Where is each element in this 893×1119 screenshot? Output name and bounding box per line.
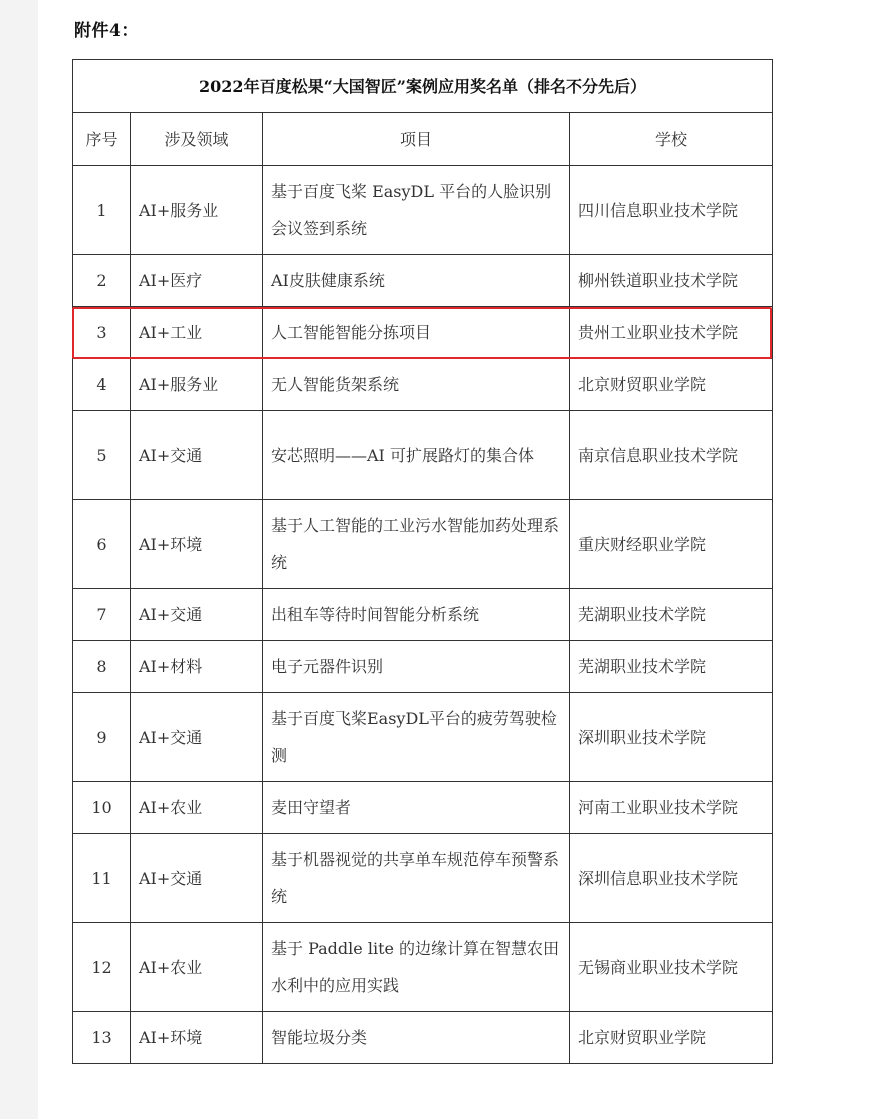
cell-project: 麦田守望者	[263, 782, 570, 834]
cell-project: 智能垃圾分类	[263, 1012, 570, 1064]
cell-project: 基于人工智能的工业污水智能加药处理系统	[263, 500, 570, 589]
cell-school: 芜湖职业技术学院	[570, 589, 773, 641]
award-table	[72, 59, 773, 1064]
cell-no: 12	[73, 923, 131, 1012]
cell-project: 电子元器件识别	[263, 641, 570, 693]
table-title-row	[73, 60, 773, 113]
table-title: 2022年百度松果“大国智匠”案例应用奖名单（排名不分先后）	[73, 60, 773, 113]
cell-field: AI+医疗	[131, 255, 263, 307]
cell-school: 无锡商业职业技术学院	[570, 923, 773, 1012]
cell-no: 2	[73, 255, 131, 307]
cell-no: 11	[73, 834, 131, 923]
cell-field: AI+工业	[131, 307, 263, 359]
table-row	[73, 1012, 773, 1064]
table-row	[73, 641, 773, 693]
cell-school: 北京财贸职业学院	[570, 359, 773, 411]
cell-field: AI+农业	[131, 923, 263, 1012]
header-no: 序号	[73, 113, 131, 166]
cell-field: AI+材料	[131, 641, 263, 693]
header-school: 学校	[570, 113, 773, 166]
cell-no: 3	[73, 307, 131, 359]
cell-school: 重庆财经职业学院	[570, 500, 773, 589]
document-page	[38, 0, 893, 1119]
cell-no: 7	[73, 589, 131, 641]
cell-field: AI+交通	[131, 589, 263, 641]
cell-no: 1	[73, 166, 131, 255]
cell-no: 13	[73, 1012, 131, 1064]
cell-field: AI+环境	[131, 500, 263, 589]
cell-field: AI+服务业	[131, 359, 263, 411]
cell-project: 人工智能智能分拣项目	[263, 307, 570, 359]
cell-field: AI+服务业	[131, 166, 263, 255]
header-field: 涉及领域	[131, 113, 263, 166]
cell-project: 基于机器视觉的共享单车规范停车预警系统	[263, 834, 570, 923]
table-row	[73, 359, 773, 411]
cell-no: 6	[73, 500, 131, 589]
cell-school: 北京财贸职业学院	[570, 1012, 773, 1064]
table-row	[73, 255, 773, 307]
cell-project: 安芯照明——AI 可扩展路灯的集合体	[263, 411, 570, 500]
cell-field: AI+农业	[131, 782, 263, 834]
table-row	[73, 782, 773, 834]
cell-project: 无人智能货架系统	[263, 359, 570, 411]
cell-project: AI皮肤健康系统	[263, 255, 570, 307]
cell-school: 河南工业职业技术学院	[570, 782, 773, 834]
cell-school: 芜湖职业技术学院	[570, 641, 773, 693]
cell-school: 深圳信息职业技术学院	[570, 834, 773, 923]
table-row	[73, 500, 773, 589]
table-row	[73, 166, 773, 255]
cell-school: 贵州工业职业技术学院	[570, 307, 773, 359]
table-row	[73, 411, 773, 500]
cell-no: 5	[73, 411, 131, 500]
cell-no: 4	[73, 359, 131, 411]
cell-school: 四川信息职业技术学院	[570, 166, 773, 255]
cell-project: 基于百度飞桨EasyDL平台的疲劳驾驶检测	[263, 693, 570, 782]
cell-no: 8	[73, 641, 131, 693]
cell-field: AI+交通	[131, 693, 263, 782]
table-row	[73, 307, 773, 359]
cell-project: 基于 Paddle lite 的边缘计算在智慧农田水利中的应用实践	[263, 923, 570, 1012]
cell-field: AI+交通	[131, 411, 263, 500]
table-row	[73, 923, 773, 1012]
cell-school: 深圳职业技术学院	[570, 693, 773, 782]
table-header-row	[73, 113, 773, 166]
attachment-label: 附件4：	[74, 21, 139, 41]
table-row	[73, 589, 773, 641]
cell-no: 10	[73, 782, 131, 834]
header-project: 项目	[263, 113, 570, 166]
cell-school: 南京信息职业技术学院	[570, 411, 773, 500]
cell-field: AI+环境	[131, 1012, 263, 1064]
table-row	[73, 693, 773, 782]
cell-field: AI+交通	[131, 834, 263, 923]
cell-school: 柳州铁道职业技术学院	[570, 255, 773, 307]
table-row	[73, 834, 773, 923]
cell-no: 9	[73, 693, 131, 782]
cell-project: 基于百度飞桨 EasyDL 平台的人脸识别会议签到系统	[263, 166, 570, 255]
cell-project: 出租车等待时间智能分析系统	[263, 589, 570, 641]
